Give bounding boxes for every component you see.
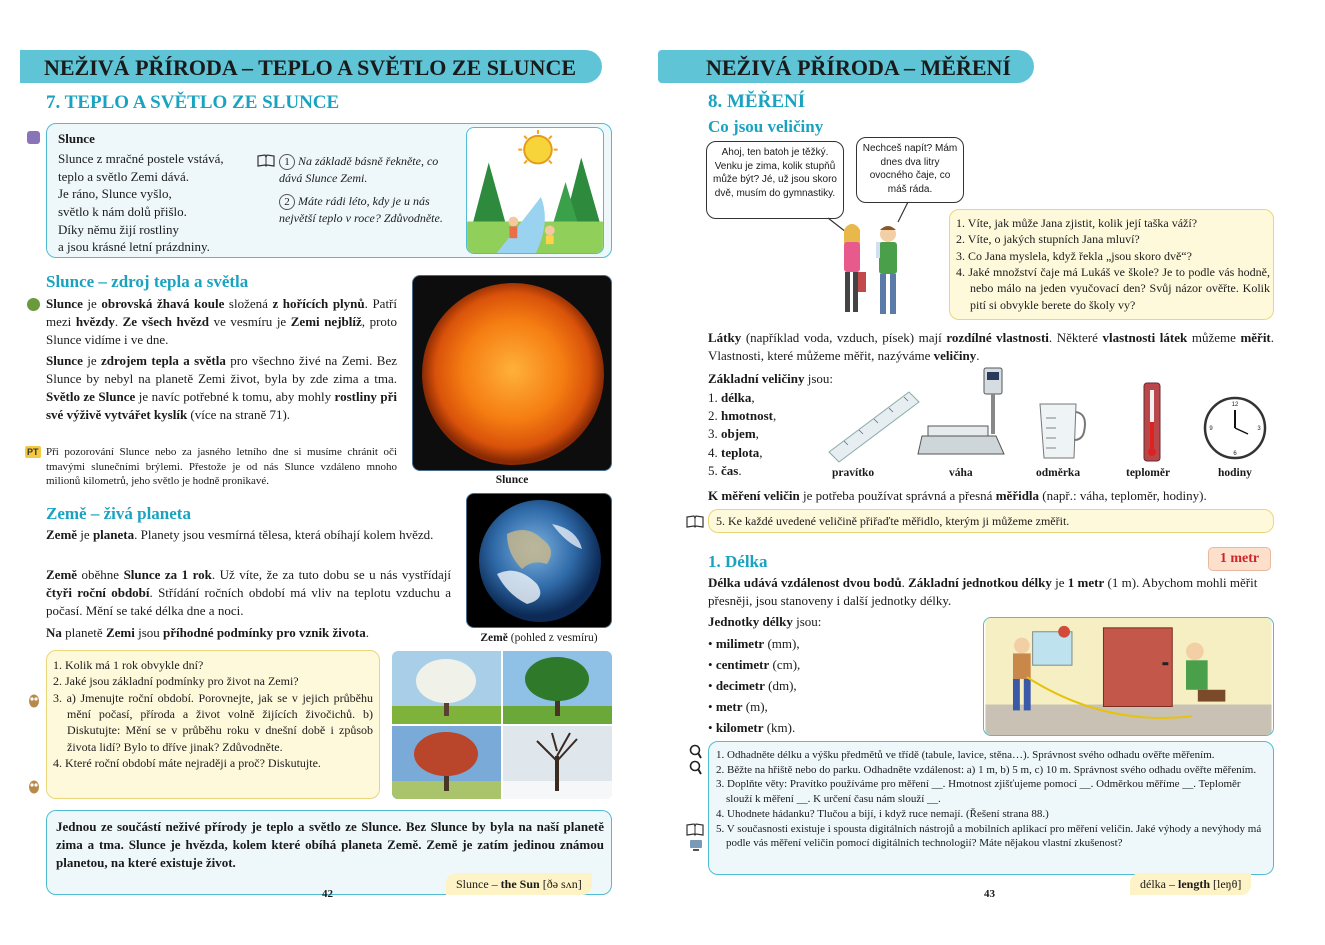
right-task-list [716,748,1268,851]
computer-icon [689,838,703,852]
quantity-item: 3. objem, [708,426,759,442]
page-number-left: 42 [322,888,333,900]
task-item: 3. Doplňte věty: Pravítko používáme pro měření __. Hmotnost zjišťujeme pomocí __. Odměrkou měříme __. Teploměr slouží k měření __. K určení času nám slouží __. [716,778,1241,806]
poem-line: Je ráno, Slunce vyšlo, [58,186,172,202]
poem-line: světlo k nám dolů přišlo. [58,204,187,220]
clock-image [1203,396,1267,460]
pt-badge: PT [27,447,39,457]
task-item: 2. Běžte na hřiště nebo do parku. Odhadněte vzdálenost: a) 1 m, b) 5 m, c) 10 m. Správnost svého odhadu ověřte měřením. [716,763,1257,776]
unit-item: • decimetr (dm), [708,678,797,694]
q-number: 2 [279,194,295,210]
poem-title: Slunce [58,131,95,146]
one-metre-tag: 1 metr [1208,547,1271,571]
book-icon [686,823,704,836]
book-icon [686,515,704,528]
scale-image [916,366,1008,464]
seasons-photo-grid [392,651,612,799]
unit-item: • kilometr (km). [708,720,796,736]
task-item: 1. Odhadněte délku a výšku předmětů ve třídě (tabule, lavice, stěna…). Správnost svého odhadu ověřte měřením. [716,749,1215,761]
poem-line: a jsou krásné letní prázdniny. [58,239,210,255]
earth-paragraph-2: Země oběhne Slunce za 1 rok. Už víte, že za tuto dobu se u nás vystřídají čtyři roční období. Střídání ročních období má vliv na teplotu vzduchu a počasí. Mění se také délka dne a noci. [46,567,451,618]
quantity-item: 4. teplota, [708,444,763,460]
speech-bubble-lukas: Nechceš napít? Mám dnes dva litry ovocného čaje, co máš ráda. [856,137,964,203]
sun-paragraph-2: Slunce je zdrojem tepla a světla pro všechno živé na Zemi. Bez Slunce by nebyl na planetě Zemi život, byla by zde zima a tma. Světlo ze Slunce je navíc potřebné k tomu, aby mohly rostliny při své výživě vytvářet kyslík (více na straně 71). [46,353,398,422]
ruler-image [824,384,924,464]
length-section-title: 1. Délka [708,552,768,571]
owl-icon [28,692,40,708]
task5-text: 5. Ke každé uvedené veličině přiřaďte měřidlo, kterým ji můžeme změřit. [716,514,1070,528]
q-number: 1 [279,154,295,170]
poem-line: Díky němu žijí rostliny [58,221,179,237]
earth-paragraph-1: Země je planeta. Planety jsou vesmírná tělesa, která obíhají kolem hvězd. [46,527,434,542]
speech-bubble-jana: Ahoj, ten batoh je těžký. Venku je zima, kolik stupňů může být? Jé, už jsou skoro dvě, musím do gymnastiky. [706,141,844,219]
sun-section-title: Slunce – zdroj tepla a světla [46,272,249,291]
tool-label: váha [949,467,973,479]
svg-text:12: 12 [1231,402,1239,408]
tool-label: odměrka [1036,467,1081,479]
question-item: 4. Které roční období máte nejraději a proč? Diskutujte. [53,755,321,770]
sun-caption: Slunce [495,474,529,486]
poem-question-2: 2 Máte rádi léto, kdy je u nás největší teplo v roce? Zdůvodněte. [279,194,443,225]
poem-lines [58,150,258,256]
measuring-instruments-paragraph: K měření veličin je potřeba používat správná a přesná měřidla (např.: váha, teploměr, hodiny). [708,488,1207,503]
svg-text:6: 6 [1233,451,1237,457]
left-vocabulary: Slunce – the Sun [ðə sʌn] [446,873,592,895]
quantity-item: 1. délka, [708,390,755,405]
svg-text:3: 3 [1257,426,1261,432]
tool-label: pravítko [832,467,875,479]
length-paragraph: Délka udává vzdálenost dvou bodů. Základní jednotkou délky je 1 metr (1 m). Abychom mohli měřit přesněji, jsou stanoveny i další jednotky délky. [708,575,1258,608]
earth-photo [466,493,612,628]
earth-paragraph-3: Na planetě Zemi jsou příhodné podmínky pro vznik života. [46,625,370,640]
right-vocabulary: délka – length [leŋθ] [1130,873,1251,895]
book-icon [257,154,275,167]
right-header-title: NEŽIVÁ PŘÍRODA – MĚŘENÍ [706,55,1011,80]
left-header-title: NEŽIVÁ PŘÍRODA – TEPLO A SVĚTLO ZE SLUNCE [44,55,577,80]
task-item: 4. Uhodnete hádanku? Tlučou a bijí, i když ruce nemají. (Řešení strana 88.) [716,807,1049,820]
left-summary-text: Jednou ze součástí neživé přírody je teplo a světlo ze Slunce. Bez Slunce by byla na naší planetě zima a tma. Slunce je hvězda, kolem které obíhá planeta Země. Země je zatím jedinou známou planetou, na které existuje život. [56,819,604,870]
unit-item: • centimetr (cm), [708,657,801,673]
owl-icon [28,778,40,794]
poem-question-1: 1 Na základě básně řekněte, co dává Slunce Zemi. [279,154,439,185]
sun-photo [412,275,612,471]
unit-item: • metr (m), [708,699,768,715]
earth-caption: Země (pohled z vesmíru) [480,632,598,644]
question-item: 1. Kolik má 1 rok obvykle dní? [53,658,204,672]
question-item: 3. Co Jana myslela, když řekla „jsou skoro dvě“? [956,248,1192,263]
tool-label: hodiny [1218,467,1252,479]
question-item: 1. Víte, jak může Jana zjistit, kolik její taška váží? [956,216,1198,230]
question-item: 3. a) Jmenujte roční období. Porovnejte, jak se v jejich průběhu mění počasí, příroda a život volně žijících živočichů. b) Diskutujte: Mění se v průběhu roku v dnešní době i způsob života lidí? Bylo to dříve jinak? Zdůvodněte. [53,690,373,754]
chapter-title-7: 7. TEPLO A SVĚTLO ZE SLUNCE [46,92,340,113]
poem-line: Slunce z mračné postele vstává, [58,151,224,166]
earth-section-title: Země – živá planeta [46,504,191,523]
svg-text:9: 9 [1209,426,1213,432]
section-icon [27,298,40,311]
children-illustration [820,200,920,330]
question-item: 2. Jaké jsou základní podmínky pro život na Zemi? [53,674,299,689]
length-units-title: Jednotky délky jsou: [708,614,822,629]
question-item: 2. Víte, o jakých stupních Jana mluví? [956,232,1140,247]
basic-quantities-list [708,389,776,480]
measuring-length-illustration [983,617,1274,736]
chapter-title-8: 8. MĚŘENÍ [708,91,806,112]
magnifier-icon [689,744,703,778]
page-number-right: 43 [984,888,995,900]
pt-note: Při pozorování Slunce nebo za jasného letního dne si musíme chránit oči tmavými slunečními brýlemi. Přestože je od nás Slunce vzdáleno mnoho milionů kilometrů, jeho světlo je hodně pronikavé. [46,446,397,488]
subtitle-quantities: Co jsou veličiny [708,117,824,136]
measuring-cup-image [1034,398,1090,462]
substances-paragraph: Látky (například voda, vzduch, písek) mají rozdílné vlastnosti. Některé vlastnosti látek můžeme měřit. Vlastnosti, které můžeme měřit, nazýváme veličiny. [708,330,1275,363]
left-question-list [53,657,373,771]
intro-question-list [956,215,1270,313]
basic-quantities-title: Základní veličiny jsou: [708,371,833,386]
poem-line: teplo a světlo Zemi dává. [58,168,190,184]
quantity-item: 5. čas. [708,462,742,478]
thermometer-image [1142,382,1162,462]
task-item: 5. V současnosti existuje i spousta digitálních nástrojů a mobilních aplikací pro měření veličin. Jaké výhody a nevýhody má podle vás měření veličin pomocí digitálních technologií? Máte nějakou vlastní zkušenost? [716,822,1262,850]
poem-icon [27,131,40,144]
question-item: 4. Jaké množství čaje má Lukáš ve škole? Je to podle vás hodně, nebo málo na jeden vyučovací den? Svůj názor ověřte. Kolik pití si obvykle berete do školy vy? [956,264,1270,312]
sun-paragraph-1: Slunce je obrovská žhavá koule složená z hořících plynů. Patří mezi hvězdy. Ze všech hvězd ve vesmíru je Zemi nejblíž, proto Slunce vidíme i ve dne. [46,296,398,347]
length-units-list [708,633,800,738]
summer-illustration [466,127,604,254]
quantity-item: 2. hmotnost, [708,408,777,424]
unit-item: • milimetr (mm), [708,636,800,651]
tool-label: teploměr [1126,467,1171,479]
